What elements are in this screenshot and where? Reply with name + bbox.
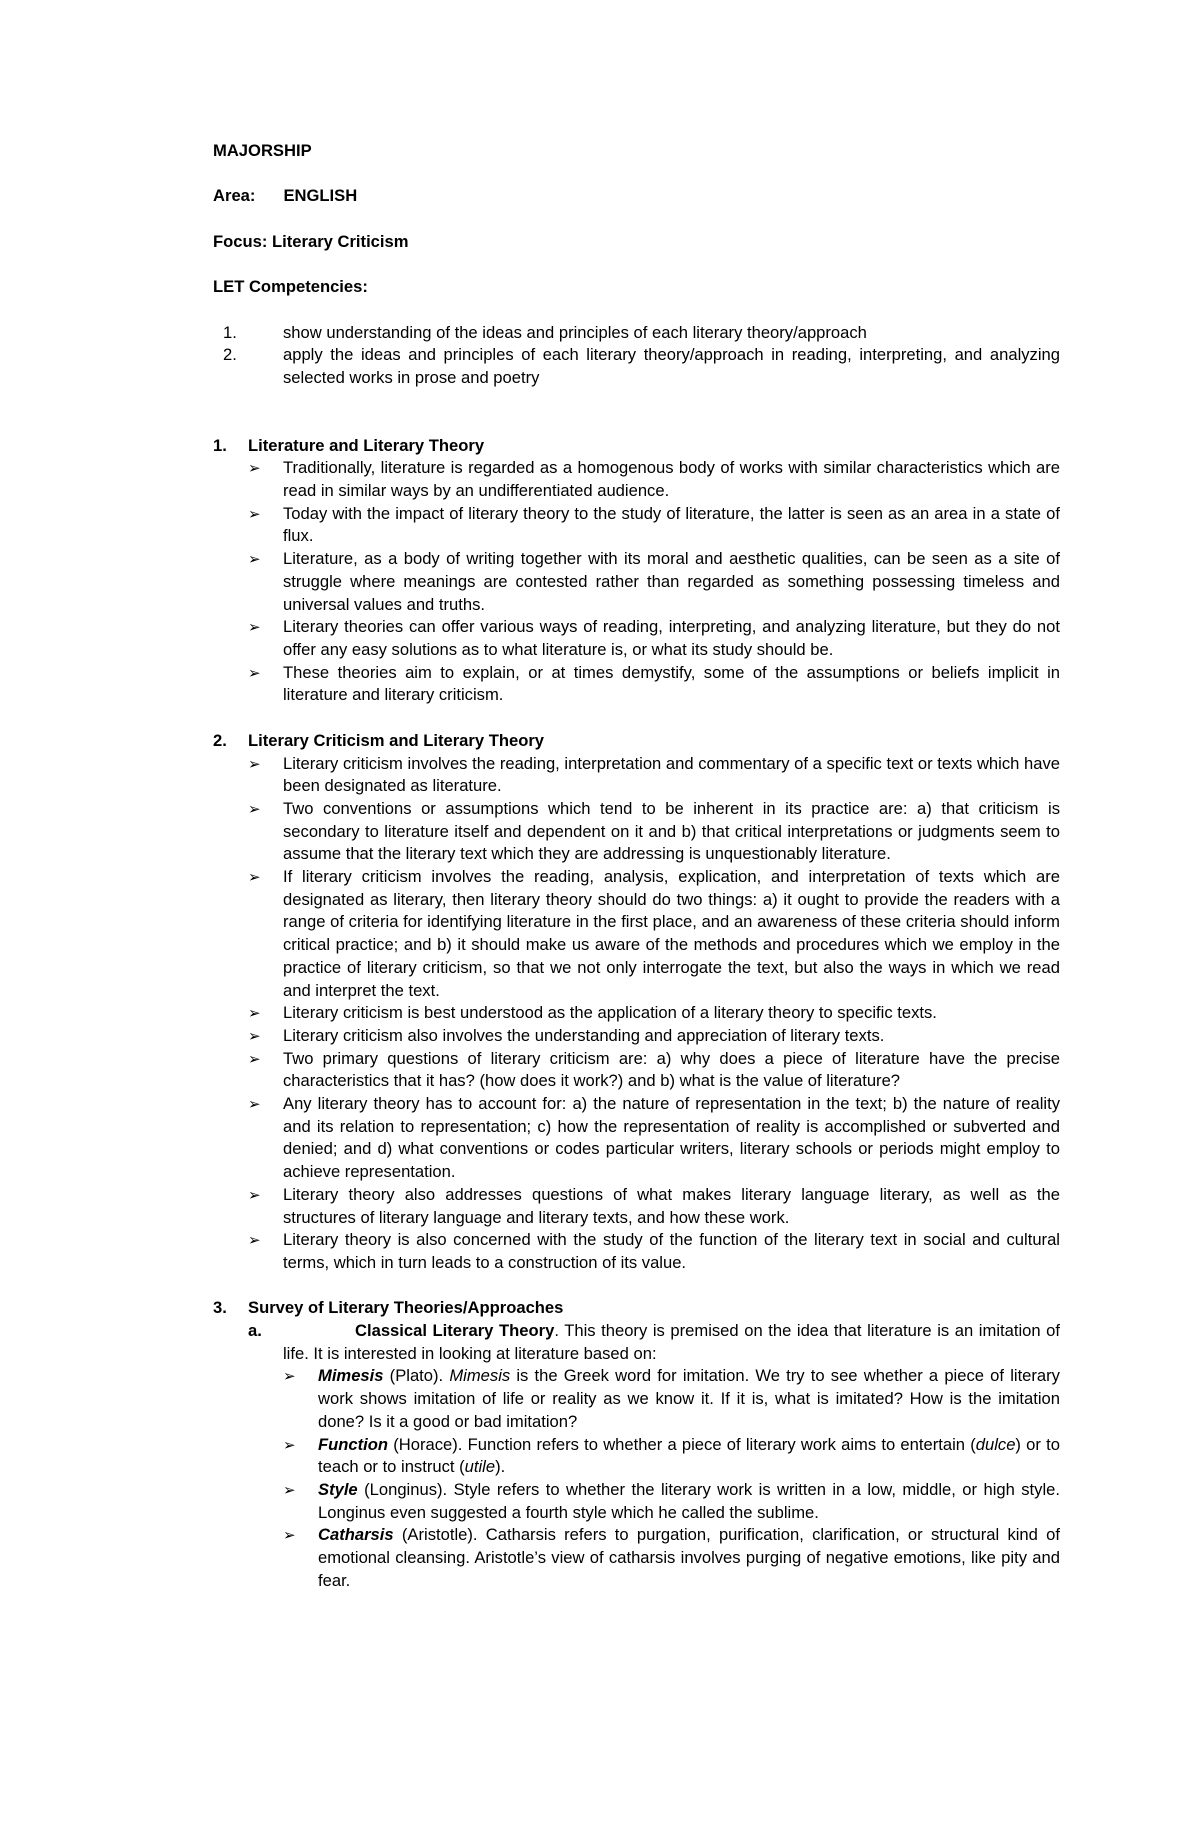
section-heading (213, 435, 1060, 458)
competency-item (213, 322, 1060, 345)
arrow-bullet-icon: ➢ (248, 550, 261, 569)
area-label: Area: (213, 186, 256, 206)
arrow-bullet-icon: ➢ (248, 618, 261, 637)
theory-description: ). (495, 1457, 506, 1477)
theory-description: Function refers to whether a piece of literary work aims to entertain ( (467, 1434, 976, 1454)
arrow-bullet-icon: ➢ (248, 799, 261, 818)
spacer (213, 707, 1060, 730)
bullet-text: Today with the impact of literary theory to the study of literature, the latter is seen as an area in a state of flux. (283, 503, 1060, 546)
arrow-bullet-icon: ➢ (248, 504, 261, 523)
spacer (213, 253, 1060, 276)
section-number: 1. (213, 435, 227, 455)
theory-description: ) or to teach or to instruct ( (318, 1434, 1060, 1477)
bullet-text: Literary theory also addresses questions of what makes literary language literary, as well as the structures of literary language and literary texts, and how these work. (283, 1184, 1060, 1227)
area-value: ENGLISH (283, 186, 358, 206)
section-number: 3. (213, 1298, 227, 1318)
bullet-item (248, 457, 1060, 502)
bullet-text: Literary theories can offer various ways of reading, interpreting, and analyzing literature, but they do not offer any easy solutions as to what literature is, or what its study should be. (283, 617, 1060, 659)
competency-item (213, 344, 1060, 389)
bullet-text: Traditionally, literature is regarded as a homogenous body of works with similar characteristics which are read in similar ways by an undifferentiated audience. (283, 458, 1060, 501)
arrow-bullet-icon: ➢ (248, 868, 261, 887)
spacer (213, 299, 1060, 322)
section-title: Survey of Literary Theories/Approaches (248, 1298, 564, 1318)
arrow-bullet-icon: ➢ (248, 663, 261, 682)
arrow-bullet-icon: ➢ (283, 1526, 296, 1545)
theory-term-repeat: Mimesis (449, 1366, 511, 1386)
theory-item (283, 1524, 1060, 1592)
bullet-item (248, 616, 1060, 661)
arrow-bullet-icon: ➢ (248, 1004, 261, 1023)
arrow-bullet-icon: ➢ (248, 1231, 261, 1250)
theory-text (318, 1434, 1060, 1479)
theory-text (318, 1365, 1060, 1433)
document-title: MAJORSHIP (213, 141, 312, 160)
competency-text: show understanding of the ideas and principles of each literary theory/approach (283, 322, 867, 342)
bullet-text: Literature, as a body of writing together with its moral and aesthetic qualities, can be seen as a site of struggle where meanings are contested rather than regarded as something possessing timeless and universal values and truths. (283, 549, 1060, 614)
bullet-item (248, 548, 1060, 616)
bullet-item (248, 798, 1060, 866)
theory-source: (Plato). (389, 1366, 444, 1386)
bullet-item (248, 753, 1060, 798)
theory-source: (Horace). (393, 1434, 463, 1454)
competency-text: apply the ideas and principles of each literary theory/approach in reading, interpreting, and analyzing selected works in prose and poetry (283, 345, 1060, 387)
theory-item (283, 1365, 1060, 1433)
latin-term: utile (464, 1457, 496, 1477)
latin-term: dulce (975, 1434, 1016, 1454)
section-title: Literary Criticism and Literary Theory (248, 730, 545, 750)
arrow-bullet-icon: ➢ (283, 1480, 296, 1499)
arrow-bullet-icon: ➢ (283, 1367, 296, 1386)
theory-term: Style (318, 1479, 358, 1499)
bullet-text: Two conventions or assumptions which tend to be inherent in its practice are: a) that criticism is secondary to literature itself and dependent on it and b) that critical interpretations or judgments seem to assume that the literary text which they are addressing is unquestionably literature. (283, 798, 1060, 864)
spacer (213, 390, 1060, 435)
bullet-item (248, 662, 1060, 707)
bullet-text: These theories aim to explain, or at times demystify, some of the assumptions or beliefs implicit in literature and literary criticism. (283, 662, 1060, 705)
bullet-item (248, 1229, 1060, 1274)
bullet-text: If literary criticism involves the reading, analysis, explication, and interpretation of texts which are designated as literary, then literary theory should do two things: a) it ought to provide the readers with a range of criteria for identifying literature in the first place, and an awareness of these criteria should inform critical practice; and b) it should make us aware of the methods and procedures which we employ in the practice of literary criticism, so that we not only interrogate the text, but also the ways in which we read and interpret the text. (283, 867, 1060, 1000)
theory-term: Catharsis (318, 1525, 394, 1545)
bullet-item (248, 503, 1060, 548)
section-heading (213, 1297, 1060, 1320)
bullet-item (248, 866, 1060, 1002)
spacer (213, 208, 1060, 231)
theory-text (318, 1524, 1060, 1592)
bullet-text: Any literary theory has to account for: a) the nature of representation in the text; b) the nature of reality and its relation to representation; c) how the representation of reality is accomplished or subverted and denied; and d) what conventions or codes particular writers, literary schools or periods might employ to achieve representation. (283, 1094, 1060, 1182)
arrow-bullet-icon: ➢ (248, 1185, 261, 1204)
bullet-item (248, 1184, 1060, 1229)
section-heading (213, 730, 1060, 753)
subsection-title-dot: . (554, 1321, 559, 1341)
section-number: 2. (213, 730, 227, 750)
bullet-text: Literary criticism also involves the understanding and appreciation of literary texts. (283, 1025, 885, 1045)
area-line (213, 185, 1060, 208)
bullet-text: Two primary questions of literary criticism are: a) why does a piece of literature have the precise characteristics that it has? (how does it work?) and b) what is the value of literature? (283, 1048, 1060, 1091)
subsection-description: This theory is premised on the idea that literature is an imitation of life. It is interested in looking at literature based on: (283, 1321, 1061, 1363)
theory-description: Style refers to whether the literary work is written in a low, middle, or high style. Longinus even suggested a fourth style which he called the sublime. (318, 1479, 1060, 1522)
bullet-item (248, 1002, 1060, 1025)
competency-number: 2. (223, 345, 237, 365)
competencies-label: LET Competencies: (213, 277, 368, 297)
arrow-bullet-icon: ➢ (248, 1049, 261, 1068)
bullet-item (248, 1093, 1060, 1184)
subsection-heading (248, 1320, 1060, 1365)
theory-text (318, 1479, 1060, 1524)
arrow-bullet-icon: ➢ (248, 754, 261, 773)
theory-term: Mimesis (318, 1366, 384, 1386)
bullet-text: Literary criticism involves the reading, interpretation and commentary of a specific text or texts which have been designated as literature. (283, 753, 1060, 796)
bullet-item (248, 1048, 1060, 1093)
theory-item (283, 1479, 1060, 1524)
subsection-title: Classical Literary Theory (355, 1321, 555, 1341)
bullet-item (248, 1025, 1060, 1048)
focus-line: Focus: Literary Criticism (213, 231, 409, 251)
theory-source: (Aristotle). (401, 1525, 478, 1545)
arrow-bullet-icon: ➢ (248, 1095, 261, 1114)
section-title: Literature and Literary Theory (248, 435, 485, 455)
subsection-text (283, 1320, 1060, 1365)
theory-term: Function (318, 1434, 389, 1454)
theory-description: is the Greek word for imitation. We try to see whether a piece of literary work shows imitation of life or reality as we know it. If it is, what is imitated? How is the imitation done? Is it a good or bad imitation? (318, 1366, 1060, 1431)
arrow-bullet-icon: ➢ (248, 459, 261, 478)
competency-number: 1. (223, 322, 237, 342)
theory-item (283, 1434, 1060, 1479)
theory-source: (Longinus). (364, 1479, 448, 1499)
bullet-text: Literary criticism is best understood as the application of a literary theory to specific texts. (283, 1003, 937, 1023)
arrow-bullet-icon: ➢ (248, 1026, 261, 1045)
spacer (213, 163, 1060, 186)
spacer (213, 1275, 1060, 1298)
subsection-letter: a. (248, 1321, 262, 1341)
arrow-bullet-icon: ➢ (283, 1435, 296, 1454)
theory-description: Catharsis refers to purgation, purification, clarification, or structural kind of emotional cleansing. Aristotle’s view of catharsis involves purging of negative emotions, like pity and fear. (318, 1525, 1060, 1590)
bullet-text: Literary theory is also concerned with the study of the function of the literary text in social and cultural terms, which in turn leads to a construction of its value. (283, 1230, 1060, 1272)
